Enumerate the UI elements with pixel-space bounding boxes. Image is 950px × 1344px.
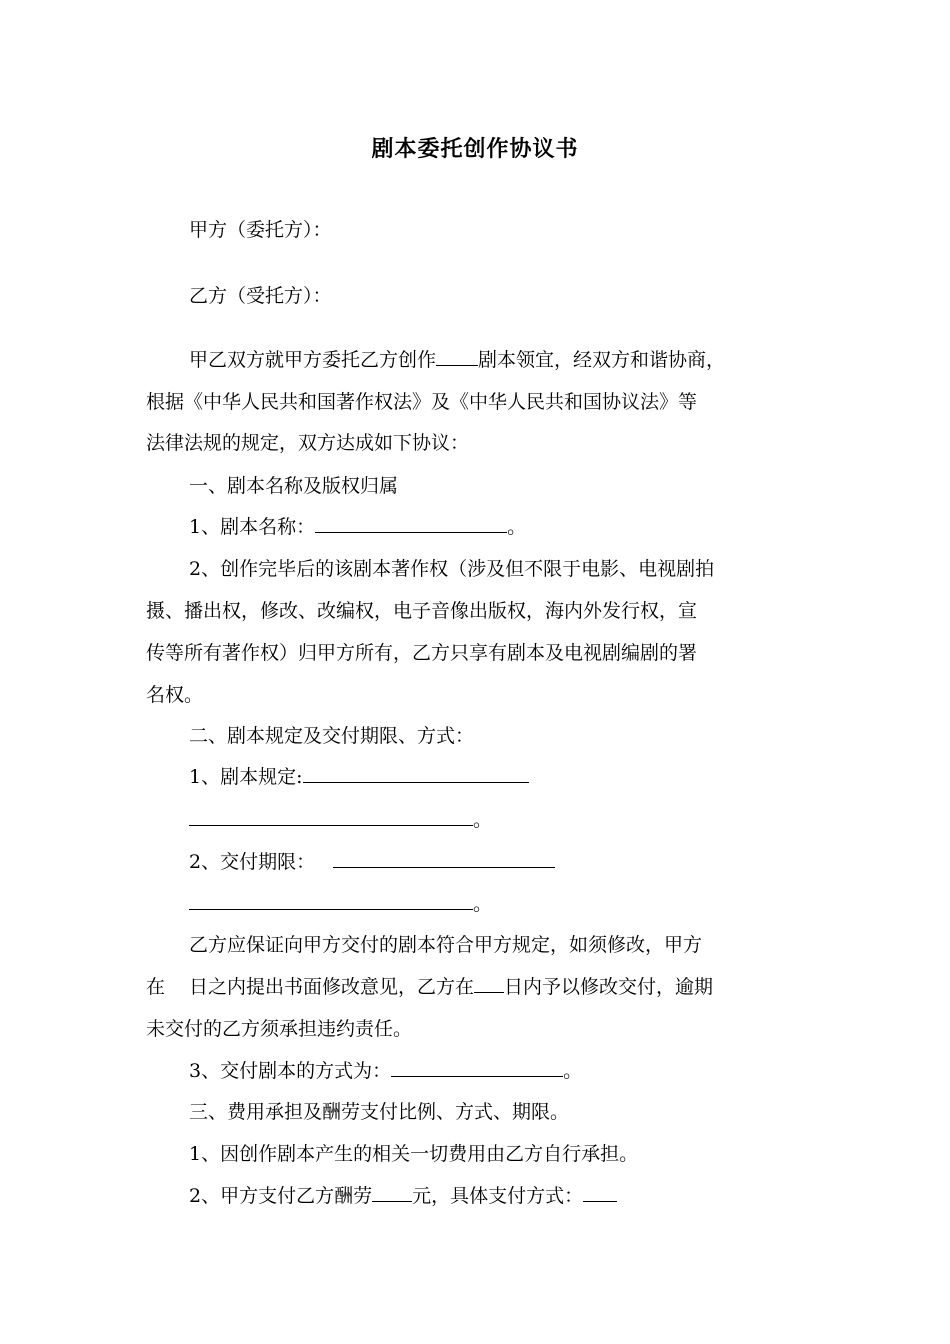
revision-text-c: 日内予以修改交付，逾期 — [504, 976, 714, 998]
period: 。 — [507, 516, 527, 538]
section-1-item-2-line-1: 2、创作完毕后的该剧本著作权（涉及但不限于电影、电视剧拍 — [189, 558, 715, 580]
intro-text-1a: 甲乙双方就甲方委托乙方创作 — [189, 349, 437, 371]
blank-script-title — [436, 345, 478, 366]
revision-para-line-2 — [146, 972, 713, 1002]
blank-payment-method — [583, 1181, 617, 1202]
period: 。 — [473, 809, 493, 831]
section-2-item-2 — [189, 847, 555, 877]
revision-text-b: 日之内提出书面修改意见，乙方在 — [189, 976, 475, 998]
payment-text-b: 元，具体支付方式： — [412, 1185, 584, 1207]
intro-line-1 — [189, 345, 725, 375]
party-b-line: 乙方（受托方）： — [189, 285, 332, 307]
blank-requirements-cont — [189, 805, 473, 826]
blank-deadline-cont — [189, 889, 473, 910]
revision-para-line-3: 未交付的乙方须承担违约责任。 — [146, 1018, 413, 1040]
intro-text-1b: 剧本领宜，经双方和谐协商， — [478, 349, 726, 371]
section-1-item-1 — [189, 512, 526, 542]
payment-text-a: 2、甲方支付乙方酬劳 — [189, 1185, 373, 1207]
delivery-method-label: 3、交付剧本的方式为： — [189, 1060, 392, 1082]
blank-delivery-method — [391, 1056, 563, 1077]
revision-para-line-1: 乙方应保证向甲方交付的剧本符合甲方规定，如须修改，甲方 — [189, 934, 703, 956]
delivery-deadline-label: 2、交付期限： — [189, 851, 316, 873]
section-3-item-2 — [189, 1181, 617, 1211]
section-3-heading: 三、费用承担及酬劳支付比例、方式、期限。 — [189, 1101, 570, 1123]
section-1-heading: 一、剧本名称及版权归属 — [189, 475, 399, 497]
document-title: 剧本委托创作协议书 — [371, 136, 579, 162]
section-2-heading: 二、剧本规定及交付期限、方式： — [189, 725, 475, 747]
party-a-line: 甲方（委托方）： — [189, 219, 332, 241]
period: 。 — [563, 1060, 583, 1082]
blank-days — [474, 972, 504, 993]
section-2-item-1-cont — [189, 805, 492, 835]
intro-line-2: 根据《中华人民共和国著作权法》及《中华人民共和国协议法》等 — [146, 391, 698, 413]
section-1-item-2-line-3: 传等所有著作权）归甲方所有，乙方只享有剧本及电视剧编剧的署 — [146, 642, 698, 664]
section-2-item-3 — [189, 1056, 582, 1086]
blank-deadline — [333, 847, 555, 868]
section-1-item-2-line-2: 摄、播出权，修改、改编权，电子音像出版权，海内外发行权，宣 — [146, 600, 698, 622]
blank-amount — [372, 1181, 412, 1202]
blank-script-name — [315, 512, 507, 533]
blank-requirements — [303, 762, 529, 783]
section-2-item-2-cont — [189, 889, 492, 919]
script-requirements-label: 1、剧本规定: — [189, 766, 303, 788]
section-2-item-1 — [189, 762, 529, 792]
revision-text-a: 在 — [146, 976, 166, 998]
section-3-item-1: 1、因创作剧本产生的相关一切费用由乙方自行承担。 — [189, 1143, 639, 1165]
script-name-label: 1、剧本名称： — [189, 516, 316, 538]
section-1-item-2-line-4: 名权。 — [146, 684, 204, 706]
period: 。 — [473, 893, 493, 915]
intro-line-3: 法律法规的规定，双方达成如下协议： — [146, 432, 470, 454]
